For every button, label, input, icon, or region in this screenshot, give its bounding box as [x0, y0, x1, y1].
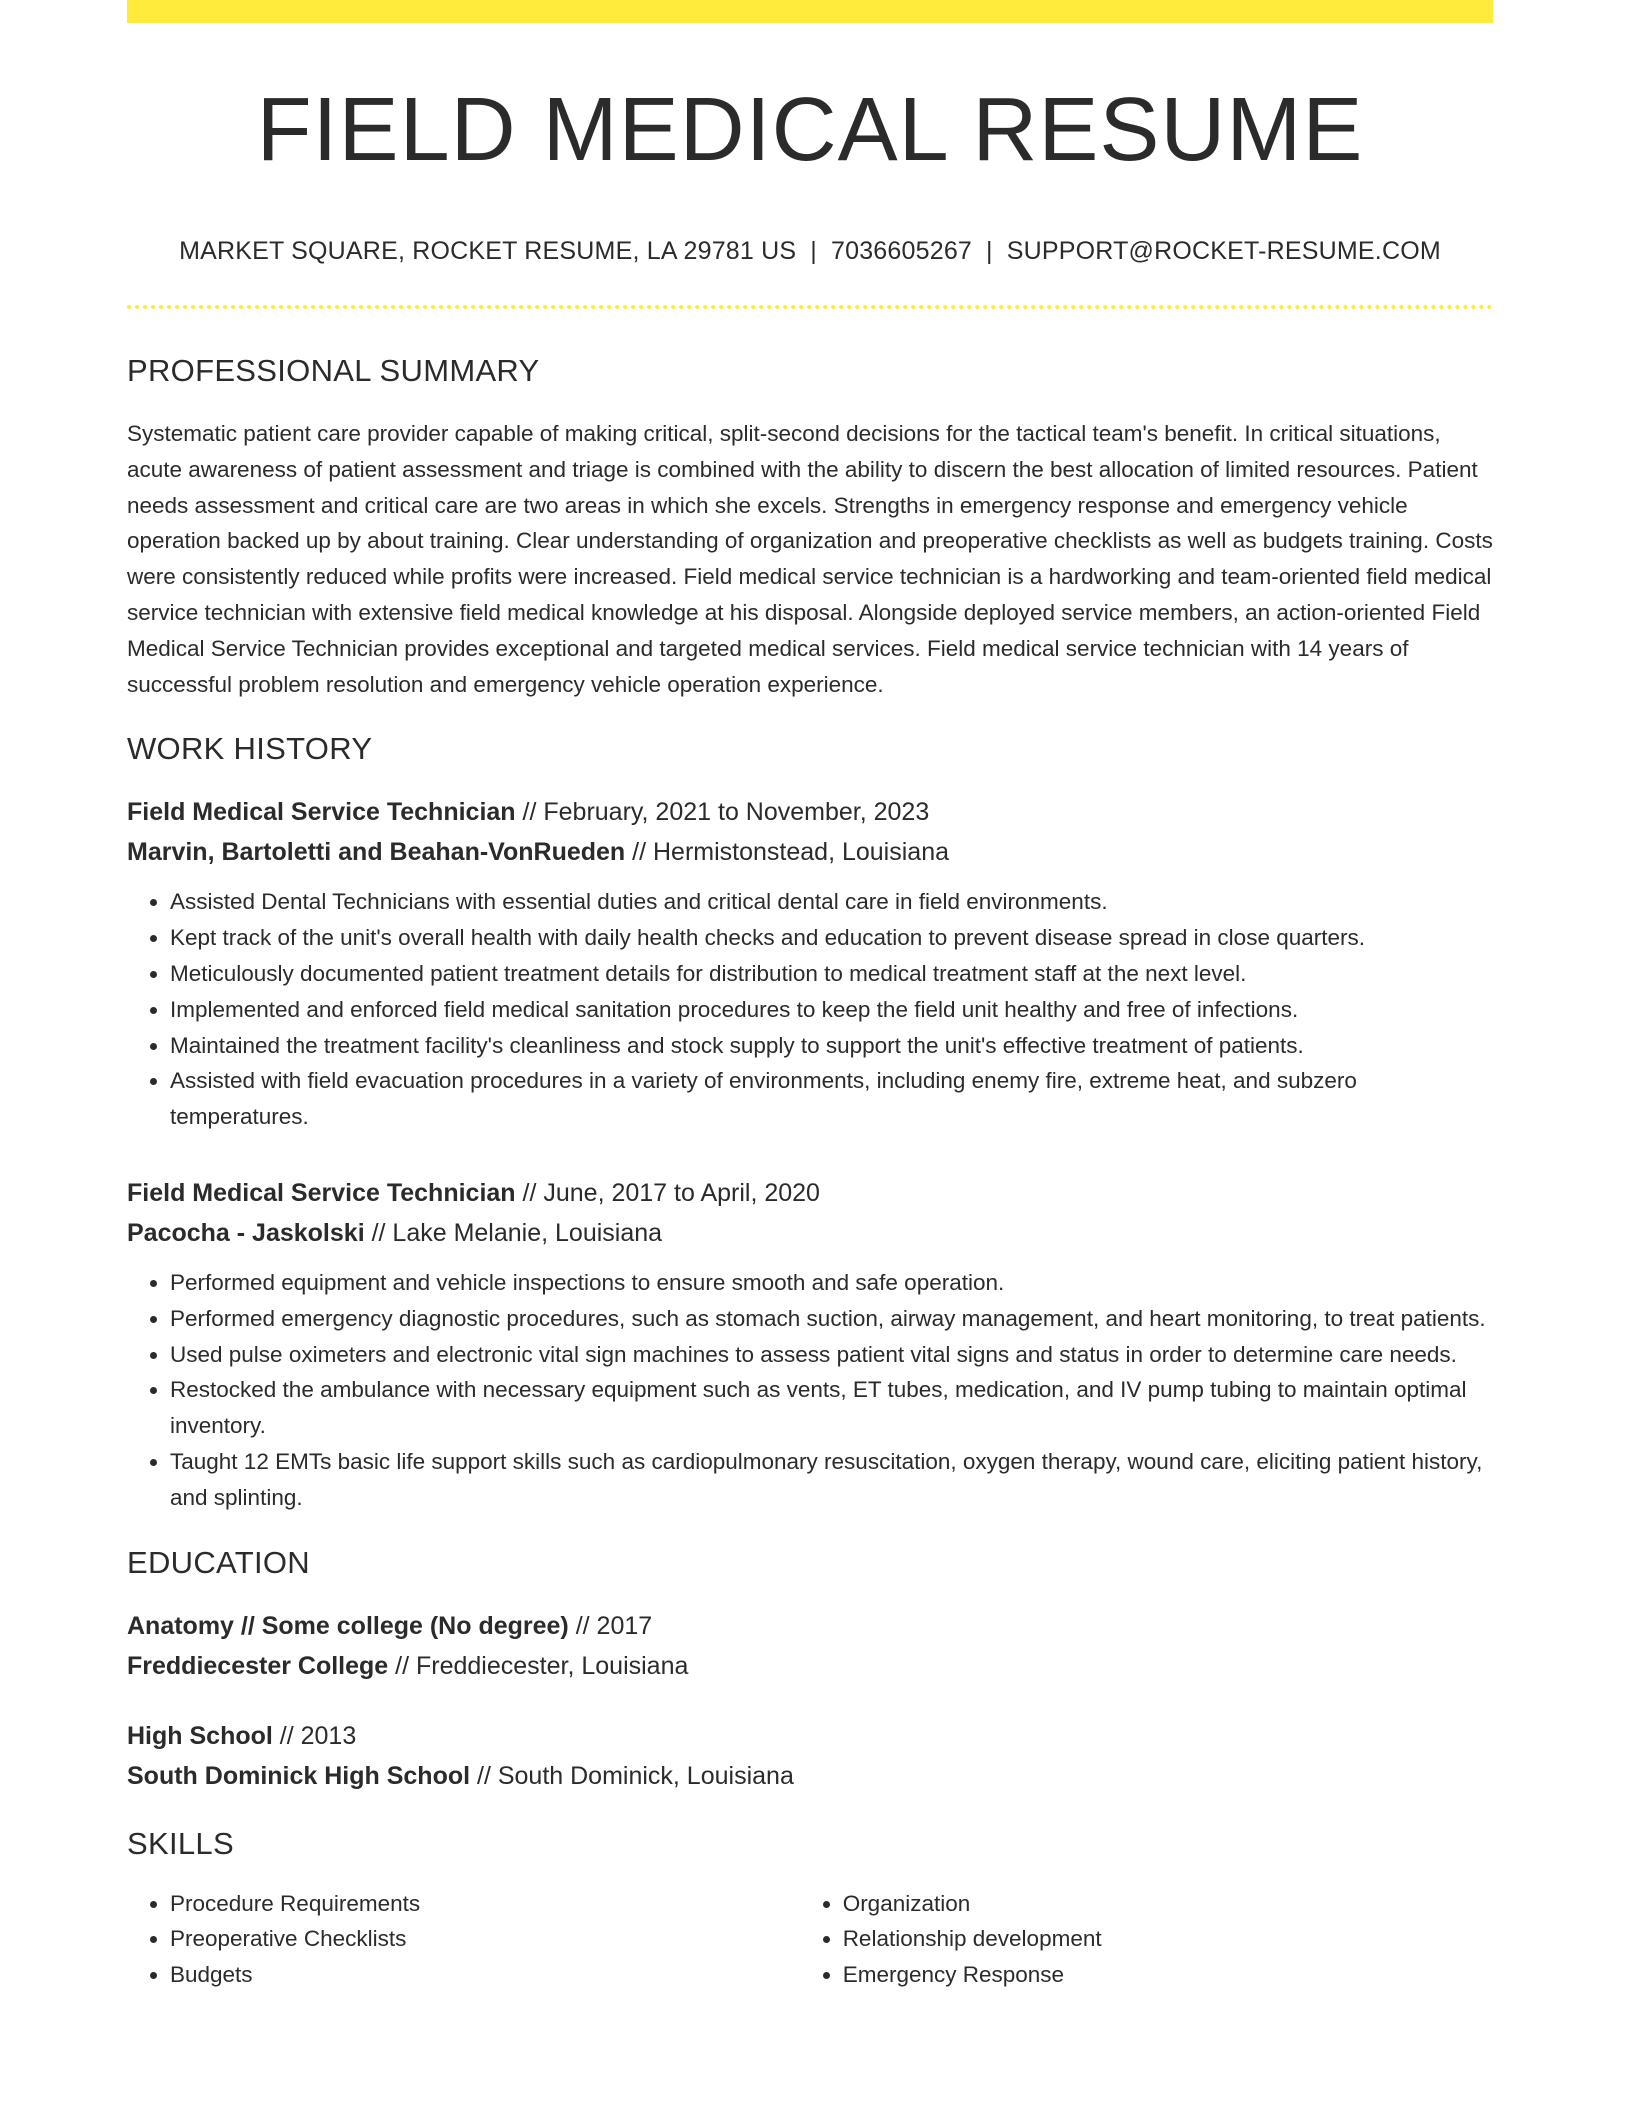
job-bullet: • Kept track of the unit's overall health with daily health checks and education to prevent disease spread in close quarters. [170, 920, 1493, 956]
job-bullet-list [127, 1265, 1493, 1516]
job-role-line [127, 1173, 1493, 1213]
resume-page [127, 0, 1493, 1993]
job-bullet: • Restocked the ambulance with necessary equipment such as vents, ET tubes, medication, and IV pump tubing to maintain optimal inventory. [170, 1372, 1493, 1444]
education-entry [127, 1716, 1493, 1796]
skill-item: • Emergency Response [843, 1957, 1493, 1993]
job-dates: // February, 2021 to November, 2023 [515, 798, 930, 827]
job-bullet: • Performed equipment and vehicle inspections to ensure smooth and safe operation. [170, 1265, 1493, 1301]
job-bullet: • Implemented and enforced field medical sanitation procedures to keep the field unit healthy and free of infections. [170, 992, 1493, 1028]
job-bullet: • Used pulse oximeters and electronic vital sign machines to assess patient vital signs and status in order to determine care needs. [170, 1337, 1493, 1373]
education-year: // 2013 [272, 1721, 357, 1750]
education-location: // Freddiecester, Louisiana [388, 1651, 689, 1680]
job-bullet: • Performed emergency diagnostic procedures, such as stomach suction, airway management, and heart monitoring, to treat patients. [170, 1301, 1493, 1337]
contact-separator: | [810, 237, 817, 265]
education-degree: Anatomy // Some college (No degree) [127, 1611, 569, 1640]
job-entry [127, 1173, 1493, 1516]
education-school: Freddiecester College [127, 1651, 389, 1680]
skill-item: • Preoperative Checklists [170, 1921, 800, 1957]
job-company: Pacocha - Jaskolski [127, 1218, 365, 1247]
job-company: Marvin, Bartoletti and Beahan-VonRueden [127, 838, 626, 867]
skills-column-left [127, 1886, 800, 1993]
education-location: // South Dominick, Louisiana [470, 1761, 794, 1790]
header-divider [127, 305, 1493, 309]
resume-title: FIELD MEDICAL RESUME [256, 80, 1364, 180]
job-location: // Lake Melanie, Louisiana [364, 1218, 663, 1247]
contact-phone: 7036605267 [831, 237, 973, 265]
job-dates: // June, 2017 to April, 2020 [515, 1178, 820, 1207]
job-bullet: • Assisted Dental Technicians with essential duties and critical dental care in field environments. [170, 884, 1493, 920]
contact-line [127, 237, 1493, 266]
job-bullet: • Meticulously documented patient treatment details for distribution to medical treatment staff at the next level. [170, 956, 1493, 992]
skill-item: • Relationship development [843, 1921, 1493, 1957]
job-entry [127, 792, 1493, 1135]
education-degree-line [127, 1606, 1493, 1646]
contact-email: SUPPORT@ROCKET-RESUME.COM [1006, 237, 1441, 265]
education-school-line [127, 1646, 1493, 1686]
job-bullet: • Taught 12 EMTs basic life support skills such as cardiopulmonary resuscitation, oxygen therapy, wound care, eliciting patient history, and splinting. [170, 1444, 1493, 1516]
education-entry [127, 1606, 1493, 1686]
top-accent-bar [127, 0, 1493, 23]
job-bullet: • Assisted with field evacuation procedures in a variety of environments, including enemy fire, extreme heat, and subzero temperatures. [170, 1063, 1493, 1135]
section-title-summary: PROFESSIONAL SUMMARY [127, 353, 540, 388]
skill-item: • Budgets [170, 1957, 800, 1993]
skills-grid [127, 1886, 1493, 1993]
job-role-line [127, 792, 1493, 832]
job-bullet: • Maintained the treatment facility's cleanliness and stock supply to support the unit's effective treatment of patients. [170, 1028, 1493, 1064]
job-location: // Hermistonstead, Louisiana [625, 838, 949, 867]
education-degree: High School [127, 1721, 273, 1750]
education-degree-line [127, 1716, 1493, 1756]
section-title-education: EDUCATION [127, 1544, 310, 1580]
education-school: South Dominick High School [127, 1761, 471, 1790]
job-company-line [127, 1213, 1493, 1253]
job-company-line [127, 832, 1493, 872]
job-role: Field Medical Service Technician [127, 1178, 516, 1207]
education-year: // 2017 [568, 1611, 653, 1640]
section-title-work-history: WORK HISTORY [127, 731, 373, 767]
education-school-line [127, 1756, 1493, 1796]
skill-item: • Organization [843, 1886, 1493, 1922]
summary-text: Systematic patient care provider capable of making critical, split-second decisions for the tactical team's benefit. In critical situations, acute awareness of patient assessment and triage is combined with the ability to discern the best allocation of limited resources. Patient needs assessment and critical care are two areas in which she excels. Strengths in emergency response and emergency vehicle operation backed up by about training. Clear understanding of organization and preoperative checklists as well as budgets training. Costs were consistently reduced while profits were increased. Field medical service technician is a hardworking and team-oriented field medical service technician with extensive field medical knowledge at his disposal. Alongside deployed service members, an action-oriented Field Medical Service Technician provides exceptional and targeted medical services. Field medical service technician with 14 years of successful problem resolution and emergency vehicle operation experience. [127, 421, 1493, 697]
job-role: Field Medical Service Technician [127, 798, 516, 827]
contact-separator: | [986, 237, 993, 265]
job-bullet-list [127, 884, 1493, 1135]
skills-column-right [800, 1886, 1493, 1993]
skill-item: • Procedure Requirements [170, 1886, 800, 1922]
section-title-skills: SKILLS [127, 1825, 234, 1861]
contact-address: MARKET SQUARE, ROCKET RESUME, LA 29781 US [179, 237, 797, 265]
